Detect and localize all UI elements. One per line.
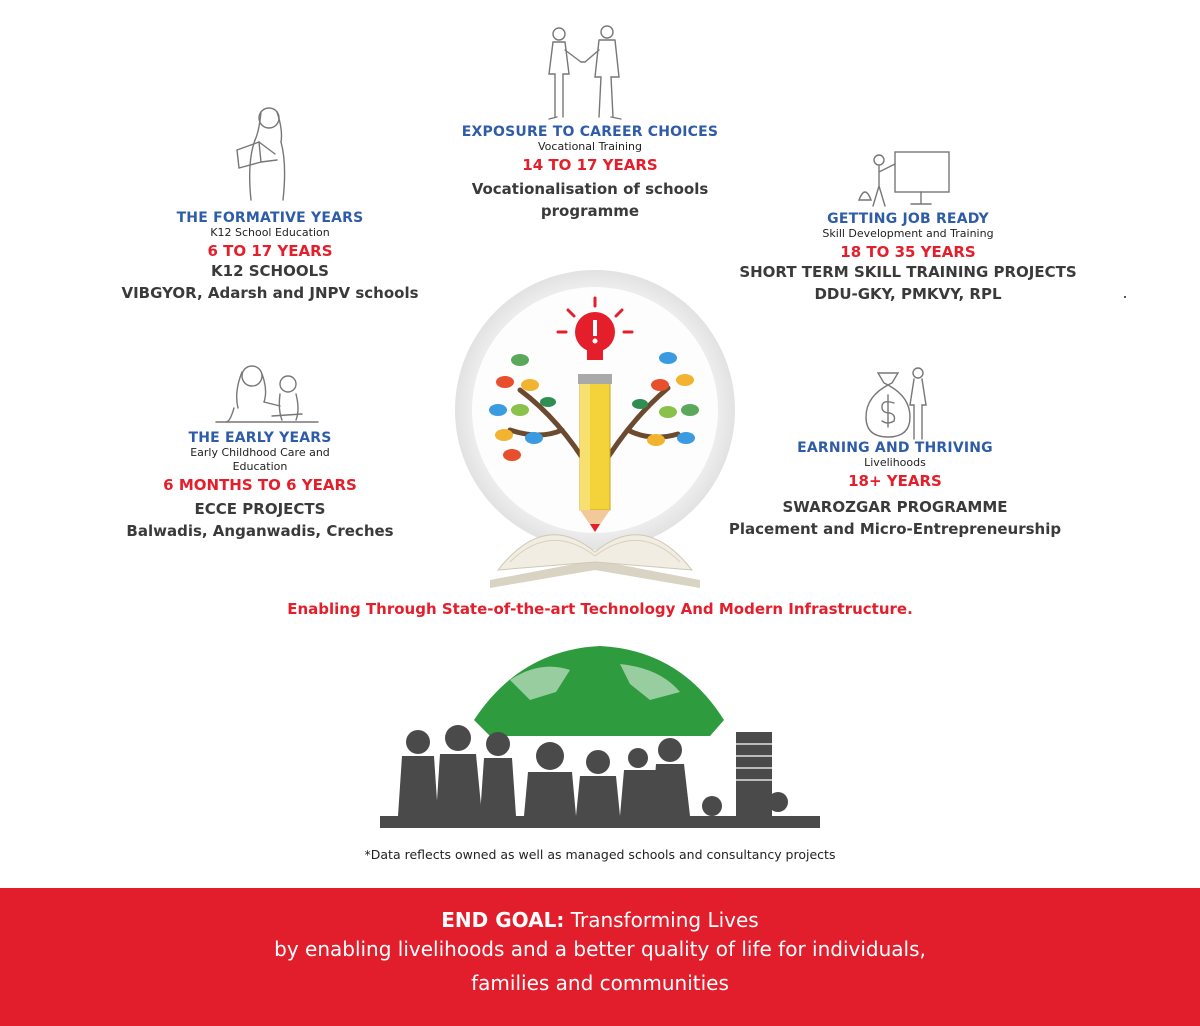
banner-line2: by enabling livelihoods and a better quality of life for individuals, xyxy=(274,937,926,961)
stage-subtitle: Skill Development and Training xyxy=(822,227,994,240)
money-bag-icon xyxy=(858,365,938,441)
stage-detail: VIBGYOR, Adarsh and JNPV schools xyxy=(121,284,419,302)
stage-subtitle: K12 School Education xyxy=(210,226,330,239)
banner-title-line xyxy=(0,908,1200,932)
stage-subtitle: Early Childhood Care and xyxy=(190,446,330,459)
banner-label: END GOAL: xyxy=(441,908,565,932)
stage-subtitle-line2: Education xyxy=(232,460,288,473)
stage-program: K12 SCHOOLS xyxy=(211,262,329,280)
stage-subtitle: Vocational Training xyxy=(538,140,642,153)
banner-line3: families and communities xyxy=(471,971,729,995)
stage-detail: DDU-GKY, PMKVY, RPL xyxy=(814,285,1002,303)
stage-age: 6 TO 17 YEARS xyxy=(207,242,333,260)
stage-program-line2: programme xyxy=(540,202,640,220)
stage-heading: EARNING AND THRIVING xyxy=(797,440,993,456)
stage-program: Vocationalisation of schools xyxy=(471,180,709,198)
stage-heading: THE EARLY YEARS xyxy=(188,430,332,446)
stage-age: 6 MONTHS TO 6 YEARS xyxy=(163,476,357,494)
stage-early xyxy=(100,430,420,542)
pencil-tree-illustration xyxy=(450,270,740,590)
globe-community-illustration xyxy=(380,640,820,830)
stage-age: 18+ YEARS xyxy=(848,472,942,490)
footnote: *Data reflects owned as well as managed schools and consultancy projects xyxy=(364,847,836,862)
stray-dot xyxy=(1124,296,1126,298)
reading-student-icon xyxy=(225,102,305,202)
trainer-board-icon xyxy=(855,150,955,210)
stage-career xyxy=(430,124,750,222)
stage-heading: THE FORMATIVE YEARS xyxy=(176,210,364,226)
globe-icon xyxy=(474,646,724,736)
stage-heading: EXPOSURE TO CAREER CHOICES xyxy=(461,124,719,140)
pencil-icon xyxy=(578,374,612,532)
banner-title: Transforming Lives xyxy=(564,908,759,932)
stage-program: ECCE PROJECTS xyxy=(194,500,326,518)
stage-subtitle: Livelihoods xyxy=(864,456,926,469)
stage-heading: GETTING JOB READY xyxy=(827,211,989,227)
end-goal-banner xyxy=(0,888,1200,1026)
stage-detail: Placement and Micro-Entrepreneurship xyxy=(728,520,1062,538)
stage-detail: Balwadis, Anganwadis, Creches xyxy=(126,522,394,540)
stage-formative xyxy=(110,210,430,304)
stage-earning xyxy=(720,440,1070,540)
stage-program: SWAROZGAR PROGRAMME xyxy=(782,498,1008,516)
stage-age: 18 TO 35 YEARS xyxy=(840,243,976,261)
handshake-icon xyxy=(535,22,635,122)
stage-age: 14 TO 17 YEARS xyxy=(522,156,658,174)
parent-child-icon xyxy=(212,362,322,426)
stage-job xyxy=(718,211,1098,305)
tagline: Enabling Through State-of-the-art Technology And Modern Infrastructure. xyxy=(287,600,913,618)
stage-program: SHORT TERM SKILL TRAINING PROJECTS xyxy=(739,263,1077,281)
